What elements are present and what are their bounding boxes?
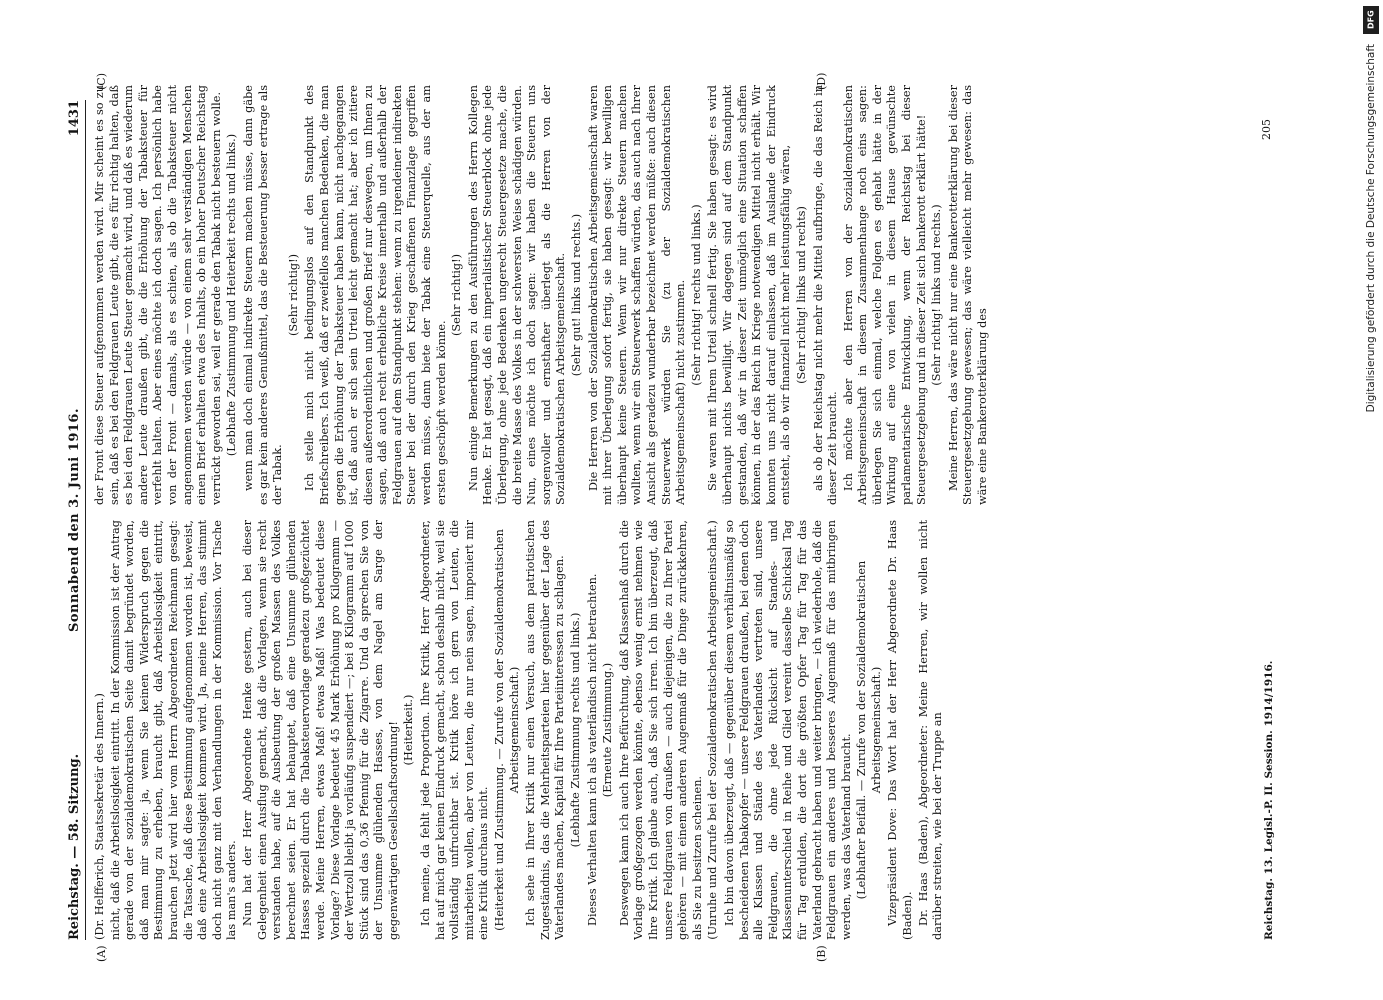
paragraph: als ob der Reichstag nicht mehr die Mittel aufbringe, die das Reich in dieser Zeit braucht.: [811, 85, 840, 505]
scanned-page: [45, 72, 1305, 962]
paragraph: Sie waren mit Ihrem Urteil schnell fertig. Sie haben gesagt: es wird überhaupt nichts bewilligt. Wir dagegen sind auf dem Standpunkt gestanden, daß wir in dieser Zeit unmöglich eine Situation schaffen können, in der das Reich in Kriege notwendigen Mittel nicht erhält. Wir konnten uns nicht darauf einlassen, daß im Auslande der Eindruck entsteht, als ob wir finanziell nicht mehr leistungsfähig wären,: [706, 85, 793, 505]
paragraph: Ich bin davon überzeugt, daß — gegenüber diesem verhältnismäßig so bescheidenen Tabakopfer — unsere Feldgrauen draußen, bei denen doch alle Klassen und Stände des Vaterlandes vertreten sind, unsere Feldgrauen, die ohne jede Rücksicht auf Standes- und Klassenunterschied in Reihe und Glied vereint dasselbe Schicksal Tag für Tag erdulden, die dort die größten Opfer Tag für Tag für das Vaterland gebracht haben und weiter bringen, — ich wiederhole, daß die Feldgrauen ein anderes und besseres Augenmaß für das mitbringen werden, was das Vaterland braucht.: [722, 520, 853, 940]
paragraph: Ich sehe in Ihrer Kritik nur einen Versuch, aus dem patriotischen Zugeständnis, das die Mehrheitsparteien hier gegenüber der Lage des Vaterlandes machen, Kapital für Ihre Parteiinteressen zu schlagen.: [524, 520, 567, 940]
paragraph: Nun einige Bemerkungen zu den Ausführungen des Herrn Kollegen Henke. Er hat gesagt, daß ein imperialistischer Steuerblock ohne jede Überlegung, ohne jede Bedenken ungerecht Steuergesetze mache, die die breite Masse des Volkes in der schwersten Weise schädigen würden. Nun, eines möchte ich doch sagen: wir haben die Steuern uns sorgenvoller und ernsthafter überlegt als die Herren von der Sozialdemokratischen Arbeitsgemeinschaft.: [466, 85, 568, 505]
paragraph: wenn man doch einmal indirekte Steuern machen müsse, dann gäbe es gar kein anderes Genußmittel, das die Besteuerung besser ertrage als der Tabak.: [241, 85, 285, 505]
dfg-credit: [1359, 0, 1381, 1000]
footer-session-info: Reichstag. 13. Legisl.-P. II. Session. 1914/1916.: [1263, 660, 1275, 940]
interjection: (Sehr richtig! rechts und links.): [689, 204, 703, 386]
paragraph: Die Herren von der Sozialdemokratischen Arbeitsgemeinschaft waren mit ihrer Überlegung sofort fertig, sie haben gesagt: wir bewilligen überhaupt keine Steuern. Wenn wir nur direkte Steuern machen wollten, wenn wir ein Steuerwerk schaffen würden, das auch nach Ihrer Ansicht als geradezu wunderbar bezeichnet werden müßte: auch diesen Steuerwerk würden Sie (zu der Sozialdemokratischen Arbeitsgemeinschaft) nicht zustimmen.: [586, 85, 688, 505]
paragraph: (Dr. Helfferich, Staatssekretär des Innern.): [93, 693, 106, 940]
margin-marker-d: (D): [815, 72, 828, 90]
interjection: (Lebhafte Zustimmung rechts und links.): [569, 612, 582, 848]
right-column: [93, 85, 1233, 505]
interjection: (Heiterkeit.): [402, 694, 416, 766]
margin-marker-c: (C): [95, 73, 108, 90]
interjection: (Lebhafte Zustimmung und Heiterkeit rechts und links.): [225, 133, 239, 457]
interjection: (Unruhe und Zurufe bei der Sozialdemokratischen Arbeitsgemeinschaft.): [706, 520, 720, 940]
dfg-logo: DFG: [1363, 6, 1379, 34]
paragraph: nicht, daß die Arbeitslosigkeit eintritt. In der Kommission ist der Antrag gerade von der sozialdemokratischen Seite damit begründet worden, daß man mir sagte: ja, wenn Sie keinen Widerspruch gegen die Bestimmung zu erheben, braucht gibt, daß Arbeitslosigkeit eintritt, brauchen Jetzt wird hier vom Herrn Abgeordneten Reichmann gesagt: die Tatsache, daß diese Bestimmung aufgenommen worden ist, beweist, daß eine Arbeitslosigkeit kommen wird. Ja, meine Herren, das stimmt doch nicht ganz mit den Verhandlungen in der Kommission. Vor Tische las man's anders.: [108, 520, 239, 940]
interjection: (Lebhafter Beifall. — Zurufe von der Sozialdemokratischen Arbeitsgemeinschaft.): [855, 560, 883, 900]
left-column: [93, 520, 1233, 940]
running-head: [63, 100, 86, 940]
paragraph: Dr. Haas (Baden), Abgeordneter: Meine Herren, wir wollen nicht darüber streiten, wie bei der Truppe an: [916, 520, 945, 940]
paragraph: Nun hat der Herr Abgeordnete Henke gestern, auch bei dieser Gelegenheit einen Ausflug gemacht, daß die Vorlagen, wenn sie recht verstanden habe, auf die Ausbeutung der großen Massen des Volkes berechnet seien. Er hat behauptet, daß eine Unsumme glühenden Hasses speziell durch die Tabaksteuervorlage geradezu großgezüchtet werde. Meine Herren, etwas Maß! etwas Maß! Was bedeutet diese Vorlage? Diese Vorlage bedeutet 45 Mark Erhöhung pro Kilogramm — der Wertzoll bleibt ja vorläufig suspendiert —; bei 8 Kilogramm auf 1000 Stück sind das 0,36 Pfennig für die Zigarre. Und da sprechen Sie von der Unsumme glühenden Hasses, von dem Nagel am Sarge der gegenwärtigen Gesellschaftsordnung!: [240, 520, 400, 940]
paragraph: Meine Herren, das wäre nicht nur eine Bankerotterklärung bei dieser Steuergesetzgebung gewesen; das wäre vielleicht mehr gewesen: das wäre eine Bankerotterklärung des: [946, 85, 990, 505]
paragraph: der Front diese Steuer aufgenommen werden wird. Mir scheint es so zu sein, daß es bei den Feldgrauen Leute gibt, die es für richtig halten, daß es bei den Feldgrauen Leute Steuer gemacht wird, und daß es wiederum andere Leute draußen gibt, die die Erhöhung der Tabaksteuer für verfehlt halten. Aber eines möchte ich doch sagen. Ich persönlich habe von der Front — damals, als es schien, als ob die Tabaksteuer nicht angenommen werden würde — von einem sehr verständigen Menschen einen Brief erhalten etwa des Inhalts, ob ein hoher Deutscher Reichstag verrückt geworden sei, weil er gerade den Tabak nicht besteuern wolle.: [93, 85, 223, 505]
interjection: (Sehr richtig!): [450, 253, 464, 337]
interjection: (Erneute Zustimmung.): [601, 662, 615, 798]
footer-sheet-number: 205: [1260, 119, 1273, 140]
interjection: (Sehr gut! links und rechts.): [570, 213, 583, 377]
paragraph: Ich stelle mich nicht bedingungslos auf den Standpunkt des Briefschreibers. Ich weiß, daß er zweifellos manchen Bedenken, die man gegen die Erhöhung der Tabaksteuer haben kann, nicht nachgegangen ist, daß auch er sich sein Urteil leicht gemacht hat; aber ich zitiere diesen außerordentlichen und großen Brief nur deswegen, um Ihnen zu sagen, daß auch recht erhebliche Kreise innerhalb und außerhalb der Feldgrauen auf dem Standpunkt stehen: wenn zu irgendeiner indirekten Steuer bei der durch den Krieg geschaffenen Finanzlage gegriffen werden müsse, dann biete der Tabak eine Steuerquelle, aus der am ersten geschöpft werden könne.: [303, 85, 448, 505]
header-center: Sonnabend den 3. Juni 1916.: [67, 408, 82, 632]
paragraph: Dieses Verhalten kann ich als vaterländisch nicht betrachten.: [585, 573, 599, 926]
header-left: Reichstag. — 58. Sitzung.: [67, 753, 82, 940]
interjection: (Heiterkeit und Zustimmung. — Zurufe von der Sozialdemokratischen Arbeitsgemeinschaft.): [493, 529, 521, 931]
paragraph: Ich meine, da fehlt jede Proportion. Ihre Kritik, Herr Abgeordneter, hat auf mich gar keinen Eindruck gemacht, schon deshalb nicht, weil sie vollständig unfruchtbar ist. Kritik höre ich gern von Leuten, die mitarbeiten wollen, aber von Leuten, die nur nein sagen, imponiert mir eine Kritik durchaus nicht.: [419, 520, 491, 940]
margin-marker-a: (A): [95, 945, 108, 962]
interjection: (Sehr richtig!): [286, 253, 300, 337]
paragraph: Vizepräsident Dove: Das Wort hat der Herr Abgeordnete Dr. Haas (Baden).: [886, 520, 915, 940]
margin-marker-b: (B): [815, 945, 828, 962]
dfg-credit-text: Digitalisierung gefördert durch die Deutsche Forschungsgemeinschaft: [1365, 44, 1377, 413]
interjection: (Sehr richtig! links und rechts): [794, 206, 808, 384]
interjection: (Sehr richtig! links und rechts.): [930, 204, 944, 386]
paragraph: Deswegen kann ich auch Ihre Befürchtung, daß Klassenhaß durch die Vorlage großgezogen werden könnte, ebenso wenig ernst nehmen wie Ihre Kritik. Ich glaube auch, daß Sie sich irren. Ich bin überzeugt, daß unsere Feldgrauen von draußen — auch diejenigen, die zu Ihrer Partei gehören — mit einem anderen Augenmaß für die Dinge zurückkehren, als Sie zu besitzen scheinen.: [617, 520, 704, 940]
paragraph: Ich möchte aber den Herren von der Sozialdemokratischen Arbeitsgemeinschaft in diesem Zusammenhange noch eins sagen: überlegen Sie sich einmal, welche Folgen es gehabt hätte in der Wirkung auf eine von vielen in diesem Hause gewünschte parlamentarische Entwicklung, wenn der Reichstag bei dieser Steuergesetzgebung und in dieser Zeit sich bankerott erklärt hätte!: [841, 85, 928, 505]
page-number: 1431: [67, 100, 82, 137]
